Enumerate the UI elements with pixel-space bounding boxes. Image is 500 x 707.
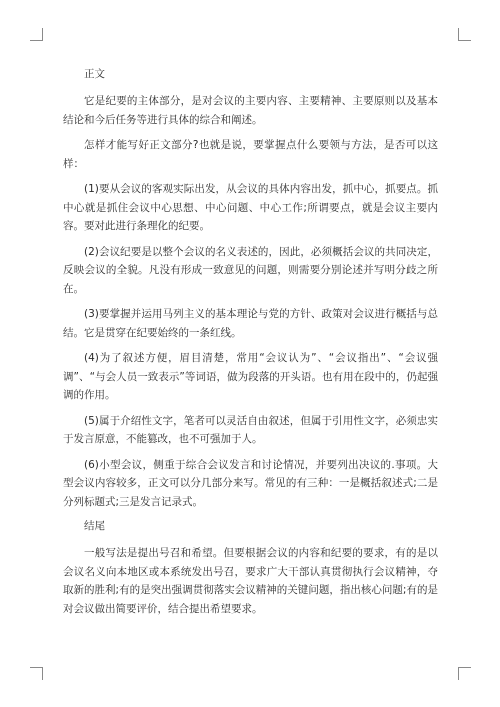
paragraph: (4)为了叙述方便，眉目清楚，常用“会议认为”、“会议指出”、“会议强调”、“与会人员一致表示”等词语，做为段落的开头语。也有用在段中的，仍起强调的作用。 [63, 352, 438, 401]
section-heading-body: 正文 [84, 68, 105, 80]
crop-mark-top-right [458, 28, 471, 41]
section-heading-ending: 结尾 [84, 520, 105, 532]
paragraph: 它是纪要的主体部分，是对会议的主要内容、主要精神、主要原则以及基本结论和今后任务等进行具体的综合和阐述。 [63, 95, 438, 126]
document-body [63, 66, 438, 625]
paragraph: 一般写法是提出号召和希望。但要根据会议的内容和纪要的要求，有的是以会议名义向本地区或本系统发出号召，要求广大干部认真贯彻执行会议精神，夺取新的胜利;有的是突出强调贯彻落实会议精神的关键问题，指出核心问题;有的是对会议做出简要评价，结合提出希望要求。 [63, 547, 438, 615]
paragraph: (5)属于介绍性文字，笔者可以灵活自由叙述，但属于引用性文字，必须忠实于发言原意，不能篡改，也不可强加于人。 [63, 414, 438, 445]
paragraph: (6)小型会议，侧重于综合会议发言和讨论情况，并要列出决议的.事项。大型会议内容较多，正文可以分几部分来写。常见的有三种：一是概括叙述式;二是分列标题式;三是发言记录式。 [63, 458, 438, 508]
paragraph: 怎样才能写好正文部分?也就是说，要掌握点什么要领与方法，是否可以这样： [63, 139, 438, 170]
crop-mark-bottom-left [30, 667, 43, 680]
crop-mark-bottom-right [458, 667, 471, 680]
paragraph: (3)要掌握并运用马列主义的基本理论与党的方针、政策对会议进行概括与总结。它是贯穿在纪要始终的一条红线。 [63, 308, 438, 339]
paragraph: (2)会议纪要是以整个会议的名义表述的，因此，必须概括会议的共同决定，反映会议的全貌。凡没有形成一致意见的问题，则需要分别论述并写明分歧之所在。 [63, 245, 438, 295]
crop-mark-top-left [30, 28, 43, 41]
paragraph: (1)要从会议的客观实际出发，从会议的具体内容出发，抓中心，抓要点。抓中心就是抓住会议中心思想、中心问题、中心工作;所谓要点，就是会议主要内容。要对此进行条理化的纪要。 [63, 183, 438, 232]
